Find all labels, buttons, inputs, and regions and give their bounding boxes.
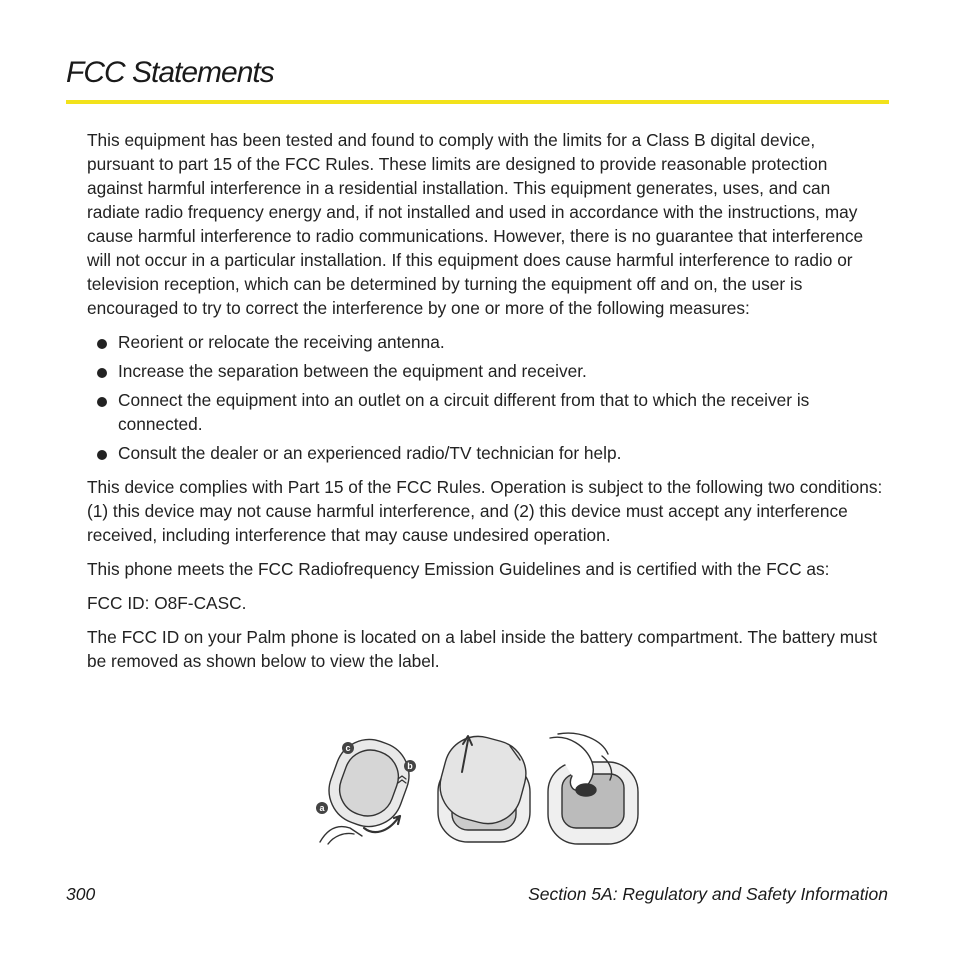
list-item-text: Consult the dealer or an experienced radio/TV technician for help. (118, 443, 622, 463)
list-item-text: Connect the equipment into an outlet on a circuit different from that to which the receiver is connected. (118, 390, 810, 434)
step-label-b: b (407, 761, 413, 771)
bullet-icon (97, 450, 107, 460)
main-content (87, 128, 887, 683)
label-location-paragraph: The FCC ID on your Palm phone is located on a label inside the battery compartment. The battery must be removed as shown below to view the label. (87, 627, 878, 671)
page-number: 300 (66, 884, 96, 904)
list-item (87, 441, 887, 465)
section-footer: Section 5A: Regulatory and Safety Information (528, 884, 888, 904)
fcc-id: FCC ID: O8F-CASC. (87, 593, 247, 613)
list-item-text: Reorient or relocate the receiving antenna. (118, 332, 445, 352)
phone-step-3 (548, 733, 638, 844)
intro-paragraph: This equipment has been tested and found to comply with the limits for a Class B digital device, pursuant to part 15 of the FCC Rules. These limits are designed to provide reasonable protection against harmful interference in a residential installation. This equipment generates, uses, and can radiate radio frequency energy and, if not installed and used in accordance with the instructions, may cause harmful interference to radio communications. However, there is no guarantee that interference will not occur in a particular installation. If this equipment does cause harmful interference to radio or television reception, which can be determined by turning the equipment off and on, the user is encouraged to try to correct the interference by one or more of the following measures: (87, 130, 864, 318)
compliance-paragraph: This device complies with Part 15 of the FCC Rules. Operation is subject to the following two conditions: (1) this device may not cause harmful interference, and (2) this device must accept any interference received, including interference that may cause undesired operation. (87, 477, 883, 545)
list-item-text: Increase the separation between the equipment and receiver. (118, 361, 587, 381)
step-label-a: a (319, 803, 325, 813)
step-label-c: c (345, 743, 351, 753)
phone-step-2 (433, 732, 534, 842)
phone-step-1 (316, 732, 418, 844)
title-underline (66, 100, 889, 104)
measures-list (87, 330, 887, 465)
battery-removal-illustration (310, 732, 645, 848)
bullet-icon (97, 397, 107, 407)
bullet-icon (97, 339, 107, 349)
page-title: FCC Statements (66, 56, 274, 89)
bullet-icon (97, 368, 107, 378)
certification-paragraph: This phone meets the FCC Radiofrequency Emission Guidelines and is certified with the FCC as: (87, 559, 830, 579)
battery-removal-diagram (310, 732, 645, 848)
list-item (87, 330, 887, 354)
list-item (87, 359, 887, 383)
list-item (87, 388, 887, 436)
